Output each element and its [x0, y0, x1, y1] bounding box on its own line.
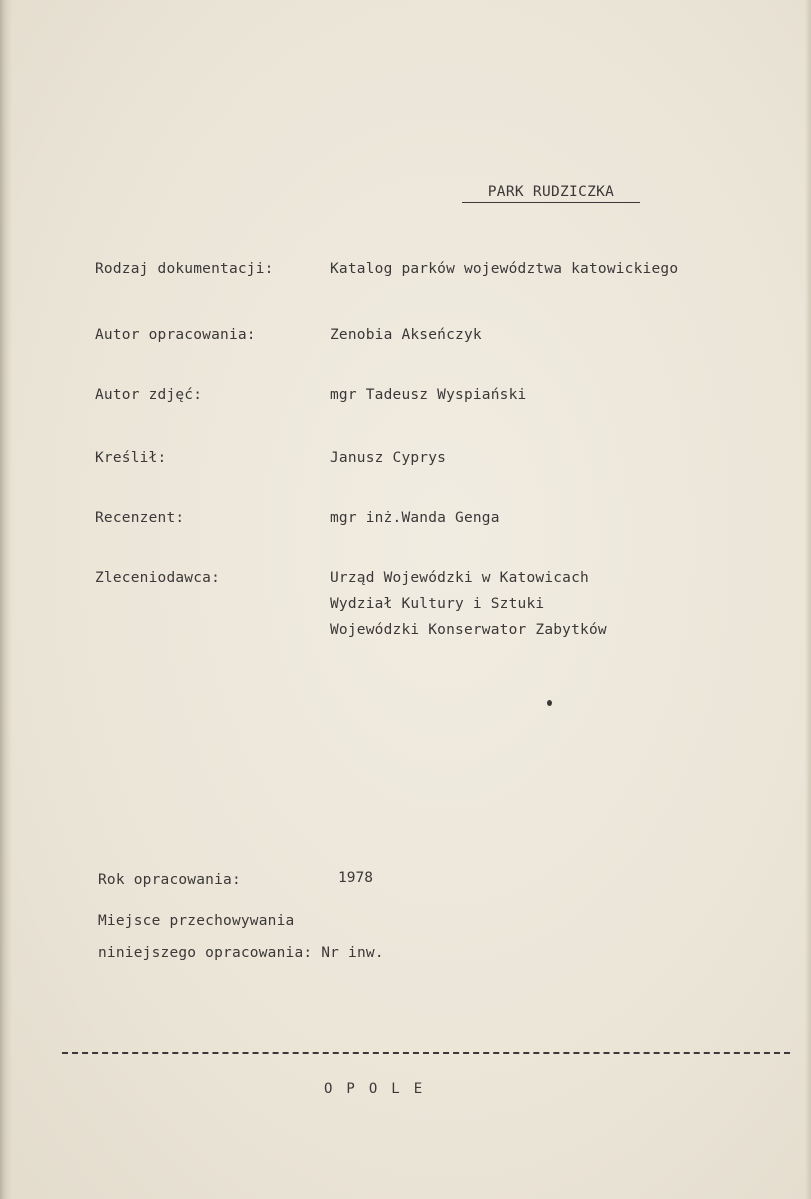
miejsce-przechowywania-line-1: Miejsce przechowywania [98, 913, 295, 929]
field-value: mgr Tadeusz Wyspiański [330, 387, 527, 403]
footer-city: OPOLE [324, 1081, 437, 1097]
miejsce-przechowywania-line-2: niniejszego opracowania: Nr inw. [98, 945, 384, 961]
ink-speck [547, 700, 552, 706]
field-label: Autor zdjęć: [95, 387, 203, 403]
rok-opracowania-value: 1978 [338, 870, 373, 886]
field-value: Janusz Cyprys [330, 450, 447, 466]
field-value-line-2: Wydział Kultury i Sztuki [330, 596, 545, 612]
field-label: Autor opracowania: [95, 327, 256, 343]
document-title: PARK RUDZICZKA [462, 184, 640, 203]
field-value: Katalog parków województwa katowickiego [330, 261, 679, 277]
field-value-line-1: Urząd Wojewódzki w Katowicach [330, 570, 589, 586]
field-value: Zenobia Akseńczyk [330, 327, 482, 343]
rok-opracowania-label: Rok opracowania: [98, 872, 241, 888]
page-edge-shadow [805, 0, 811, 1199]
dashed-divider [62, 1052, 790, 1054]
field-label: Rodzaj dokumentacji: [95, 261, 274, 277]
field-value-line-3: Wojewódzki Konserwator Zabytków [330, 622, 607, 638]
field-label: Zleceniodawca: [95, 570, 221, 586]
field-label: Kreślił: [95, 450, 167, 466]
field-label: Recenzent: [95, 510, 185, 526]
field-value: mgr inż.Wanda Genga [330, 510, 500, 526]
page-binding-shadow [0, 0, 12, 1199]
